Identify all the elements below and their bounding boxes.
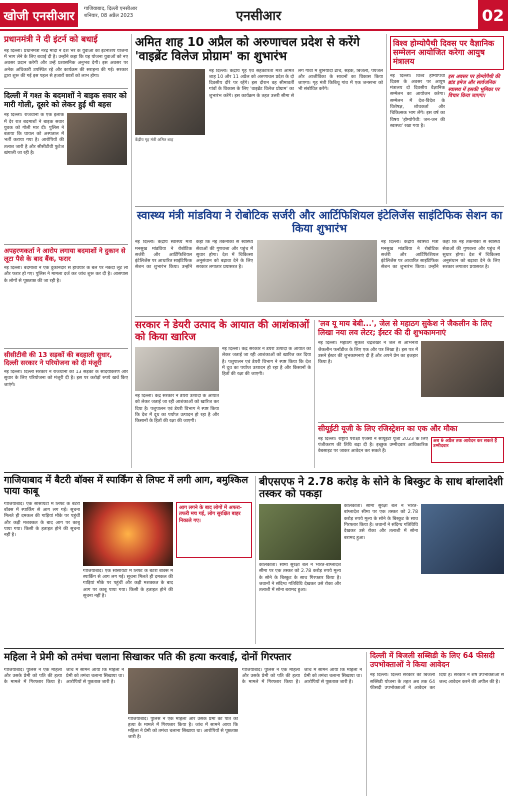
pull-quote: आग लगने के बाद लोगों में अफरा-तफरी मच गई, लोग सुरक्षित बाहर निकाले गए। bbox=[176, 502, 252, 558]
story-headline: विश्व होम्योपैथी दिवस पर वैज्ञानिक सम्मेलन आयोजित करेगा आयुष मंत्रालय bbox=[390, 36, 504, 70]
column-divider bbox=[366, 652, 367, 796]
notice-box: अब 9 अप्रैल तक आवेदन कर सकते हैं उम्मीदवार bbox=[431, 437, 504, 463]
story-body-cont2: गाजियाबाद। पुलिस ने एक महिला और उसके प्रेमी को पति की हत्या के मामले में गिरफ्तार किया है। जांच में सामने आया कि महिला ने प्रेमी को तमंचा चलाना सिखाया था। आरोपियों से पूछताछ जारी है। bbox=[242, 667, 362, 686]
story-robbery bbox=[4, 248, 128, 346]
story-body-cont: नई दिल्ली। केंद्र सरकार ने डेयरी उत्पादों के आयात को लेकर जताई जा रही आशंकाओं को खारिज कर दिया है। पशुपालन एवं डेयरी विभाग ने स्पष्ट किया कि देश में दूध का पर्याप्त उत्पादन हो रहा है और किसानों के हितों की रक्षा की जाएगी। bbox=[222, 347, 311, 378]
story-cuet bbox=[318, 425, 504, 470]
amit-shah-photo bbox=[135, 69, 205, 135]
story-murder bbox=[4, 652, 362, 796]
page-number: 02 bbox=[478, 0, 508, 30]
column-divider bbox=[386, 34, 387, 204]
story-body: नई दिल्ली। केंद्रीय स्वास्थ्य मंत्री मनसुख मांडविया ने रोबोटिक सर्जरी और आर्टिफिशियल इंटेलिजेंस पर आधारित साइंटिफिक सेशन का शुभारंभ किया। उन्होंने कहा कि नई तकनीकों से स्वास्थ्य सेवाओं की गुणवत्ता और पहुंच में सुधार होगा। देश में चिकित्सा अनुसंधान को बढ़ावा देने के लिए सरकार लगातार प्रयासरत है। bbox=[135, 240, 253, 271]
story-headline: महिला ने प्रेमी को तमंचा चलाना सिखाकर पति की हत्या करवाई, दोनों गिरफ्तार bbox=[4, 652, 292, 663]
paper-name: खोजी एनसीआर bbox=[0, 3, 78, 27]
story-body: नई दिल्ली। दिल्ली सरकार की बिजली सब्सिडी योजना के तहत अब तक 64 फीसदी उपभोक्ताओं ने आवेदन कर दिया है। सरकार ने शेष उपभोक्ताओं से जल्द आवेदन करने की अपील की है। bbox=[370, 673, 504, 691]
date-line-1: गाजियाबाद, दिल्ली एनसीआर bbox=[84, 6, 138, 12]
story-roads bbox=[4, 352, 128, 450]
bsf-soldiers-photo bbox=[421, 504, 504, 574]
story-headline: गाजियाबाद में बैटरी बॉक्स में स्पार्किंग से लिफ्ट में लगी आग, बमुश्किल पाया काबू bbox=[4, 475, 249, 497]
story-delhi-shooting bbox=[4, 92, 128, 242]
story-lift-fire bbox=[4, 476, 252, 646]
story-body: नई दिल्ली। राष्ट्रीय परीक्षा एजेंसी ने सीयूईटी यूजी 2023 के लिए पंजीकरण की तिथि बढ़ा दी है। इच्छुक उम्मीदवार आधिकारिक वेबसाइट पर जाकर आवेदन कर सकते हैं। bbox=[318, 436, 428, 455]
bsf-photo bbox=[259, 504, 341, 560]
masthead-rule bbox=[0, 29, 508, 31]
story-body-cont: कोलकाता। सीमा सुरक्षा बल ने भारत-बांग्लादेश सीमा पर एक तस्कर को 2.78 करोड़ रुपये मूल्य के सोने के बिस्कुट के साथ गिरफ्तार किया है। जवानों ने संदिग्ध गतिविधि देखकर उसे रोका और तलाशी में सोना बरामद हुआ। bbox=[344, 504, 418, 541]
story-mandaviya bbox=[135, 210, 504, 314]
masthead bbox=[0, 0, 508, 30]
divider bbox=[135, 206, 504, 207]
date-line bbox=[84, 6, 234, 20]
fire-photo bbox=[83, 502, 173, 566]
story-amit-shah bbox=[135, 36, 383, 186]
story-headline: सरकार ने डेयरी उत्पाद के आयात की आशंकाओं को किया खारिज bbox=[135, 320, 310, 343]
story-sukesh bbox=[318, 320, 504, 420]
story-headline: दिल्ली में बिजली सब्सिडी के लिए 64 फीसदी उपभोक्ताओं ने किया आवेदन bbox=[370, 651, 495, 669]
story-body-cont: गाजियाबाद। एक सोसायटी में लिफ्ट के बैटरी बॉक्स में स्पार्किंग से आग लग गई। सूचना मिलते ही दमकल की गाड़ियां मौके पर पहुंचीं और कड़ी मशक्कत के बाद आग पर काबू पाया गया। किसी के हताहत होने की सूचना नहीं है। bbox=[83, 568, 173, 600]
story-body: कोलकाता। सीमा सुरक्षा बल ने भारत-बांग्लादेश सीमा पर एक तस्कर को 2.78 करोड़ रुपये मूल्य के सोने के बिस्कुट के साथ गिरफ्तार किया है। जवानों ने संदिग्ध गतिविधि देखकर उसे रोका और तलाशी में सोना बरामद हुआ। bbox=[259, 563, 341, 594]
section-title: एनसीआर bbox=[236, 9, 282, 24]
story-body: नई दिल्ली। विश्व होम्योपैथी दिवस के अवसर पर आयुष मंत्रालय दो दिवसीय वैज्ञानिक सम्मेलन का आयोजन करेगा। सम्मेलन में देश-विदेश के विशेषज्ञ, शोधकर्ता और चिकित्सक भाग लेंगे। इस वर्ष का विषय 'होम्योपैथी: जन-जन की स्वास्थ्य' रखा गया है। bbox=[390, 73, 445, 129]
dairy-photo bbox=[135, 347, 219, 391]
column-divider bbox=[314, 320, 315, 468]
story-body: नई दिल्ली। महाठग सुकेश चंद्रशेखर ने जेल से अभिनेत्री जैकलीन फर्नांडीज के लिए एक और पत्र लिखा है। इस पत्र में उसने ईस्टर की शुभकामनाएं दी हैं और अपने प्रेम का इजहार किया है। bbox=[318, 341, 418, 366]
story-headline: दिल्ली में गश्त के बदमाशों ने बाइक सवार को मारी गोली, दूसरे को लेकर हुई थी बहस bbox=[4, 91, 127, 109]
story-dairy bbox=[135, 320, 311, 470]
story-body: नई दिल्ली। प्रधानमंत्री नरेंद्र मोदी ने देश भर के युवाओं को इंटर्नशिप योजना में भाग लेने के लिए बधाई दी है। उन्होंने कहा कि यह योजना युवाओं को नए अवसर प्रदान करेगी और उन्हें प्रशासनिक अनुभव देगी। इस अवसर पर अनेक अधिकारी उपस्थित रहे और कार्यक्रम की सराहना की गई। सरकार द्वारा शुरू की गई इस पहल से हजारों छात्रों को लाभ होगा। bbox=[4, 48, 128, 79]
story-body: नई दिल्ली। बदमाशों ने एक दुकानदार से हथियार के बल पर नकदी लूट ली और फरार हो गए। पुलिस ने मामला दर्ज कर जांच शुरू कर दी है। आसपास के लोगों से पूछताछ की जा रही है। bbox=[4, 266, 128, 284]
story-headline: स्वास्थ्य मंत्री मांडविया ने रोबोटिक सर्जरी और आर्टिफिशियल इंटेलिजेंस साइंटिफिक सेशन का किया शुभारंभ bbox=[136, 209, 503, 235]
accused-photo bbox=[128, 668, 238, 714]
divider bbox=[4, 244, 128, 245]
story-body: नई दिल्ली। केंद्र सरकार ने डेयरी उत्पादों के आयात को लेकर जताई जा रही आशंकाओं को खारिज कर दिया है। पशुपालन एवं डेयरी विभाग ने स्पष्ट किया कि देश में दूध का पर्याप्त उत्पादन हो रहा है और किसानों के हितों की रक्षा की जाएगी। bbox=[135, 394, 219, 425]
story-headline: सीयूईटी यूजी के लिए रजिस्ट्रेशन का एक और मौका bbox=[318, 424, 458, 433]
story-headline: सीसीटीवी की 13 सड़कों की बदहाली सुधार, दिल्ली सरकार ने परियोजना को दी मंजूरी bbox=[4, 351, 113, 367]
divider bbox=[318, 422, 504, 423]
story-headline: 'लव यू माय बेबी...', जेल से महाठग सुकेश ने जैकलीन के लिए लिखा नया लव लेटर; ईस्टर की दी शुभकामनाएं bbox=[318, 319, 492, 337]
story-body: गाजियाबाद। एक सोसायटी में लिफ्ट के बैटरी बॉक्स में स्पार्किंग से आग लग गई। सूचना मिलते ही दमकल की गाड़ियां मौके पर पहुंचीं और कड़ी मशक्कत के बाद आग पर काबू पाया गया। किसी के हताहत होने की सूचना नहीं है। bbox=[4, 501, 80, 539]
story-pm-interns bbox=[4, 36, 128, 86]
story-body: गाजियाबाद। पुलिस ने एक महिला और उसके प्रेमी को पति की हत्या के मामले में गिरफ्तार किया है। जांच में सामने आया कि महिला ने प्रेमी को तमंचा चलाना सिखाया था। आरोपियों से पूछताछ जारी है। bbox=[4, 667, 124, 686]
story-headline: अपहरणकर्ता ने आरोप लगाया बदमाशों ने दुकान से लूटा पैसे के बाद बैंक, फरार bbox=[4, 247, 126, 263]
story-headline: प्रधानमंत्री ने दी इंटर्न को बधाई bbox=[4, 35, 98, 45]
story-headline: बीएसएफ ने 2.78 करोड़ के सोने के बिस्कुट के साथ बांग्लादेशी तस्कर को पकड़ा bbox=[259, 476, 503, 501]
story-homeopathy bbox=[390, 36, 504, 204]
story-body: नई दिल्ली। राजधानी के एक इलाके में देर रात बदमाशों ने बाइक सवार युवक को गोली मार दी। पुलिस ने बताया कि घायल को अस्पताल में भर्ती कराया गया है। आरोपियों की तलाश जारी है और सीसीटीवी फुटेज खंगाली जा रही है। bbox=[4, 113, 64, 157]
story-body-cont: गाजियाबाद। पुलिस ने एक महिला और उसके प्रेमी को पति की हत्या के मामले में गिरफ्तार किया है। जांच में सामने आया कि महिला ने प्रेमी को तमंचा चलाना सिखाया था। आरोपियों से पूछताछ जारी है। bbox=[128, 716, 238, 741]
sukesh-photo bbox=[421, 341, 504, 397]
gun-photo bbox=[67, 113, 127, 165]
date-line-2: शनिवार, 08 अप्रैल 2023 bbox=[84, 13, 134, 19]
divider bbox=[4, 88, 128, 89]
story-body-cont: नई दिल्ली। केंद्रीय स्वास्थ्य मंत्री मनसुख मांडविया ने रोबोटिक सर्जरी और आर्टिफिशियल इंटेलिजेंस पर आधारित साइंटिफिक सेशन का शुभारंभ किया। उन्होंने कहा कि नई तकनीकों से स्वास्थ्य सेवाओं की गुणवत्ता और पहुंच में सुधार होगा। देश में चिकित्सा अनुसंधान को बढ़ावा देने के लिए सरकार लगातार प्रयासरत है। bbox=[381, 240, 500, 271]
divider bbox=[4, 348, 128, 349]
divider bbox=[135, 316, 504, 317]
mandaviya-photo bbox=[257, 240, 377, 302]
story-electricity bbox=[370, 652, 504, 796]
column-divider bbox=[255, 476, 256, 644]
pull-quote: इस अवसर पर होम्योपैथी की ब्रांड इमेज और सार्वजनिक स्वास्थ्य में इसकी भूमिका पर विचार किया जाएगा। bbox=[448, 73, 500, 100]
divider bbox=[4, 648, 504, 649]
story-headline: अमित शाह 10 अप्रैल को अरुणाचल प्रदेश से करेंगे 'वाइब्रेंट विलेज प्रोग्राम' का शुभारंभ bbox=[135, 35, 360, 63]
divider bbox=[4, 472, 504, 473]
story-body: नई दिल्ली। केंद्रीय गृह एवं सहकारिता मंत्री अमित शाह 10 और 11 अप्रैल को अरुणाचल प्रदेश के दो दिवसीय दौरे पर रहेंगे। इस दौरान वह सीमावर्ती गांवों के विकास के लिए 'वाइब्रेंट विलेज प्रोग्राम' का शुभारंभ करेंगे। इस कार्यक्रम के तहत उत्तरी सीमा से लगे गांवों में बुनियादी ढांचे, सड़क, बिजली, पेयजल और आजीविका के साधनों का विकास किया जाएगा। गृह मंत्री किबिथू गांव में एक जनसभा को भी संबोधित करेंगे। bbox=[209, 68, 383, 99]
story-body: नई दिल्ली। दिल्ली सरकार ने राजधानी की 13 सड़कों के सौंदर्यीकरण और सुधार के लिए परियोजना को मंजूरी दी है। इस पर करोड़ों रुपये खर्च किए जाएंगे। bbox=[4, 370, 128, 388]
photo-caption: केंद्रीय गृह मंत्री अमित शाह bbox=[135, 136, 174, 142]
column-divider bbox=[131, 34, 132, 468]
story-bsf-gold bbox=[259, 476, 504, 646]
